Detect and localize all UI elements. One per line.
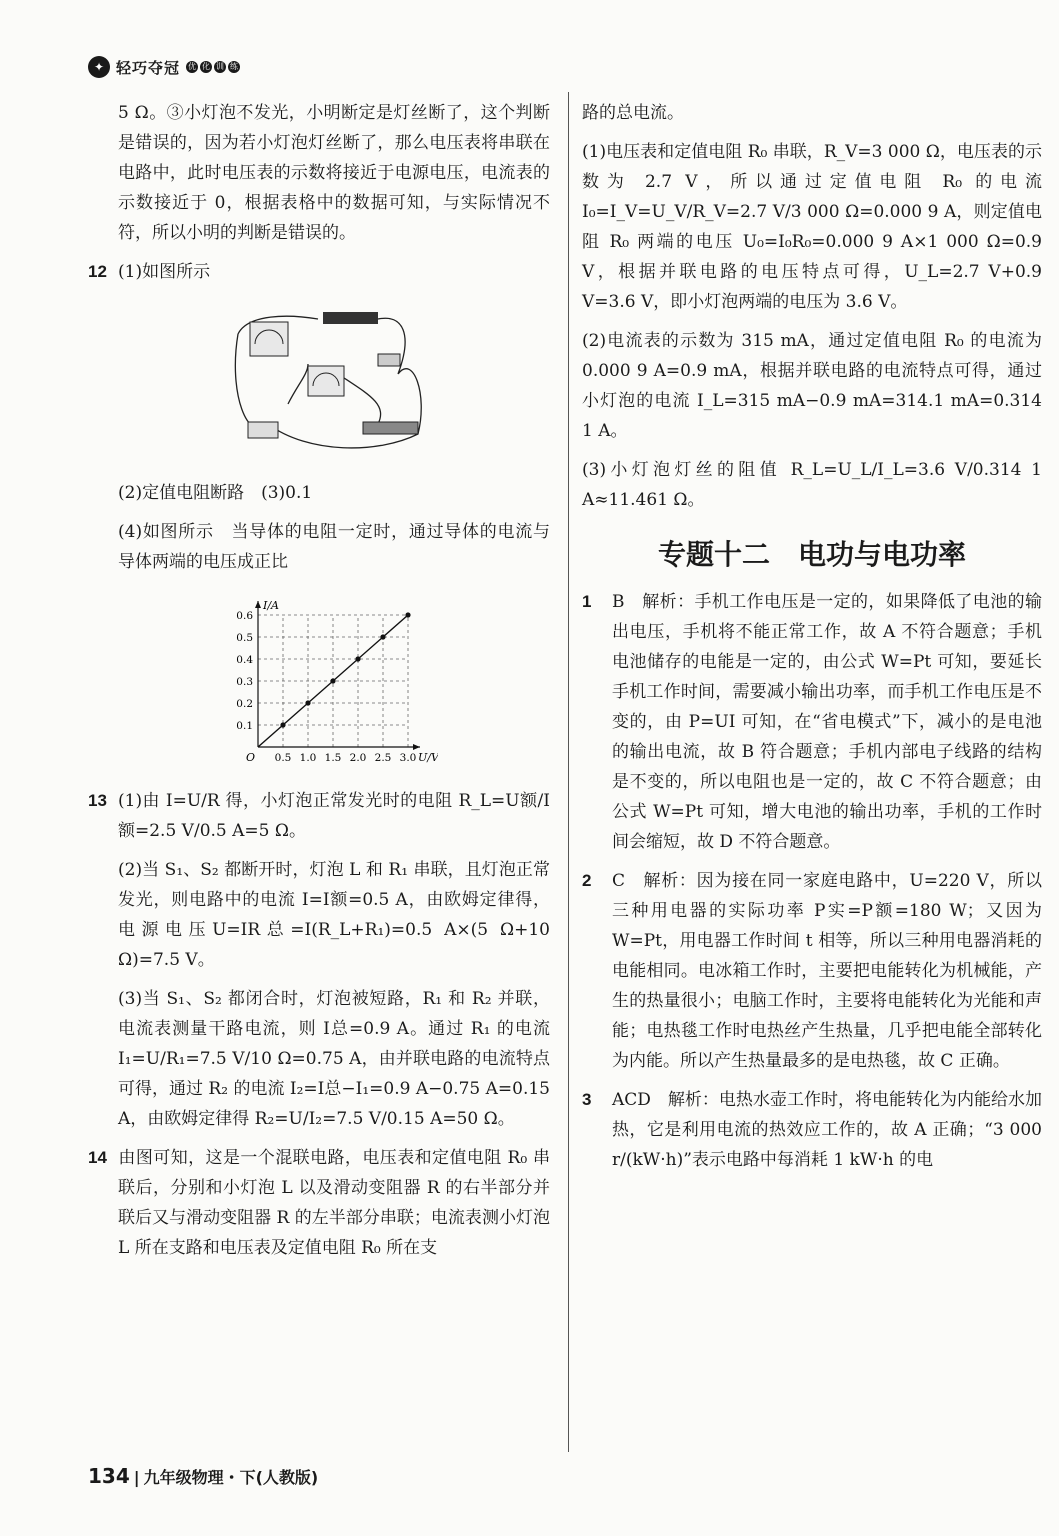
s3-number: 3 <box>582 1090 592 1109</box>
y-axis-label: I/A <box>263 599 279 612</box>
brand-title: 轻巧夺冠 <box>116 58 181 77</box>
y-tick-label: 0.4 <box>236 654 253 666</box>
s1-number: 1 <box>582 592 592 611</box>
s1-text: B 解析：手机工作电压是一定的，如果降低了电池的输出电压，手机将不能正常工作，故 A 不符合题意；手机电池储存的电能是一定的，由公式 W=Pt 可知，要延长手机工作时间，需要减小输出功率，而手机工作电压是不变的，由 P=UI 可知，在“省电模式”下，减小的是电池的输出电流，故 B 符合题意；手机内部电子线路的结构是不变的，所以电阻也是一定的，故 C 不符合题意；由公式 W=Pt 可知，增大电池的输出功率，手机的工作时间会缩短，故 D 不符合题意。 <box>612 592 1042 852</box>
logo-icon: ✦ <box>88 56 110 78</box>
x-tick-label: 0.5 <box>274 752 292 764</box>
sub-char: 优 <box>188 62 197 71</box>
section-title: 专题十二 电功与电功率 <box>657 538 966 571</box>
x-axis-label: U/V <box>418 751 438 764</box>
data-point <box>330 678 335 683</box>
y-tick-label: 0.6 <box>236 610 253 622</box>
left-column <box>88 98 550 1272</box>
data-point <box>405 612 410 617</box>
y-tick-label: 0.2 <box>236 698 253 710</box>
q14-number: 14 <box>88 1148 107 1167</box>
data-point <box>305 700 310 705</box>
q12-text: (1)如图所示 <box>118 262 211 282</box>
x-axis-arrow <box>413 744 420 750</box>
s2-answer <box>582 866 1042 1076</box>
origin-label: O <box>246 751 256 764</box>
sub-char: 练 <box>230 62 239 71</box>
q12-number: 12 <box>88 262 107 281</box>
q13-part3: (3)当 S₁、S₂ 都闭合时，灯泡被短路，R₁ 和 R₂ 并联，电流表测量干路电流，则 I总=0.9 A。通过 R₁ 的电流 I₁=U/R₁=7.5 V/10 Ω=0.75 A，由并联电路的电流特点可得，通过 R₂ 的电流 I₂=I总−I₁=0.9 A−0.75 A=0.15 A，由欧姆定律得 R₂=U/I₂=7.5 V/0.15 A=50 Ω。 <box>118 989 550 1129</box>
brand-subtitle <box>186 61 240 73</box>
q13-text: (1)由 I=U/R 得，小灯泡正常发光时的电阻 R_L=U额/I额=2.5 V/0.5 A=5 Ω。 <box>118 791 550 841</box>
circuit-diagram <box>228 304 428 464</box>
x-tick-label: 3.0 <box>399 752 417 764</box>
x-tick-label: 2.0 <box>349 752 367 764</box>
book-title: 九年级物理・下(人教版) <box>143 1468 319 1487</box>
y-tick-label: 0.1 <box>236 720 253 732</box>
answer-continuation: 5 Ω。③小灯泡不发光，小明断定是灯丝断了，这个判断是错误的，因为若小灯泡灯丝断了，那么电压表将串联在电路中，此时电压表的示数将接近于电源电压，电流表的示数接近于 0，根据表格中的数据可知，与实际情况不符，所以小明的判断是错误的。 <box>118 103 550 243</box>
page-number: 134 <box>88 1464 130 1488</box>
s2-text: C 解析：因为接在同一家庭电路中，U=220 V，所以三种用电器的实际功率 P实=P额=180 W；又因为 W=Pt，用电器工作时间 t 相等，所以三种用电器消耗的电能相同。电冰箱工作时，主要把电能转化为机械能，产生的热量很小；电脑工作时，主要将电能转化为光能和声能；电热毯工作时电热丝产生热量，几乎把电能全部转化为内能。所以产生热量最多的是电热毯，故 C 正确。 <box>612 871 1042 1071</box>
q14-part2: (2)电流表的示数为 315 mA，通过定值电阻 R₀ 的电流为0.000 9 A=0.9 mA，根据并联电路的电流特点可得，通过小灯泡的电流 I_L=315 mA−0.9 mA=314.1 mA=0.314 1 A。 <box>582 331 1042 441</box>
page-footer <box>88 1464 318 1488</box>
q13-part2: (2)当 S₁、S₂ 都断开时，灯泡 L 和 R₁ 串联，且灯泡正常发光，则电路中的电流 I=I额=0.5 A，由欧姆定律得，电源电压U=IR总=I(R_L+R₁)=0.5 A×(5 Ω+10 Ω)=7.5 V。 <box>118 860 550 970</box>
q12-part1 <box>88 257 550 287</box>
q14-part1: (1)电压表和定值电阻 R₀ 串联，R_V=3 000 Ω，电压表的示数为 2.7 V，所以通过定值电阻 R₀ 的电流 I₀=I_V=U_V/R_V=2.7 V/3 000 Ω=0.000 9 A，则定值电阻 R₀ 两端的电压 U₀=I₀R₀=0.000 9 A×1 000 Ω=0.9 V，根据并联电路的电压特点可得，U_L=2.7 V+0.9 V=3.6 V，即小灯泡两端的电压为 3.6 V。 <box>582 142 1042 312</box>
q14-part3: (3)小灯泡灯丝的阻值 R_L=U_L/I_L=3.6 V/0.314 1 A≈11.461 Ω。 <box>582 460 1042 510</box>
data-point <box>280 722 285 727</box>
q13-part1 <box>88 786 550 846</box>
voltmeter-icon <box>308 366 344 396</box>
sub-char: 化 <box>202 62 211 71</box>
sub-char: 训 <box>216 62 225 71</box>
s1-answer <box>582 587 1042 857</box>
x-tick-label: 1.0 <box>299 752 317 764</box>
y-axis-arrow <box>255 601 261 608</box>
q14-continuation: 路的总电流。 <box>582 103 684 123</box>
page-header <box>88 52 240 82</box>
q13-number: 13 <box>88 791 107 810</box>
data-point <box>355 656 360 661</box>
resistor-icon <box>248 422 278 438</box>
s2-number: 2 <box>582 871 592 890</box>
right-column <box>582 98 1042 1184</box>
s3-answer <box>582 1085 1042 1175</box>
q12-part2: (2)定值电阻断路 (3)0.1 <box>118 483 313 503</box>
x-tick-label: 1.5 <box>324 752 342 764</box>
y-tick-label: 0.3 <box>236 676 253 688</box>
y-tick-label: 0.5 <box>236 632 253 644</box>
rheostat-icon <box>363 422 418 434</box>
iu-chart <box>218 592 438 772</box>
q14-text: 由图可知，这是一个混联电路，电压表和定值电阻 R₀ 串联后，分别和小灯泡 L 以及滑动变阻器 R 的右半部分并联后又与滑动变阻器 R 的左半部分串联；电流表测小灯泡 L 所在支路和电压表及定值电阻 R₀ 所在支 <box>118 1148 550 1258</box>
column-divider <box>568 92 569 1452</box>
battery-icon <box>323 312 378 324</box>
s3-text: ACD 解析：电热水壶工作时，将电能转化为内能给水加热，它是利用电流的热效应工作的，故 A 正确；“3 000 r/(kW·h)”表示电路中每消耗 1 kW·h 的电 <box>612 1090 1042 1170</box>
x-tick-label: 2.5 <box>374 752 392 764</box>
footer-separator: | <box>133 1468 140 1487</box>
q14 <box>88 1143 550 1263</box>
switch-icon <box>378 354 400 366</box>
q12-part3: (4)如图所示 当导体的电阻一定时，通过导体的电流与导体两端的电压成正比 <box>118 522 550 572</box>
data-point <box>380 634 385 639</box>
